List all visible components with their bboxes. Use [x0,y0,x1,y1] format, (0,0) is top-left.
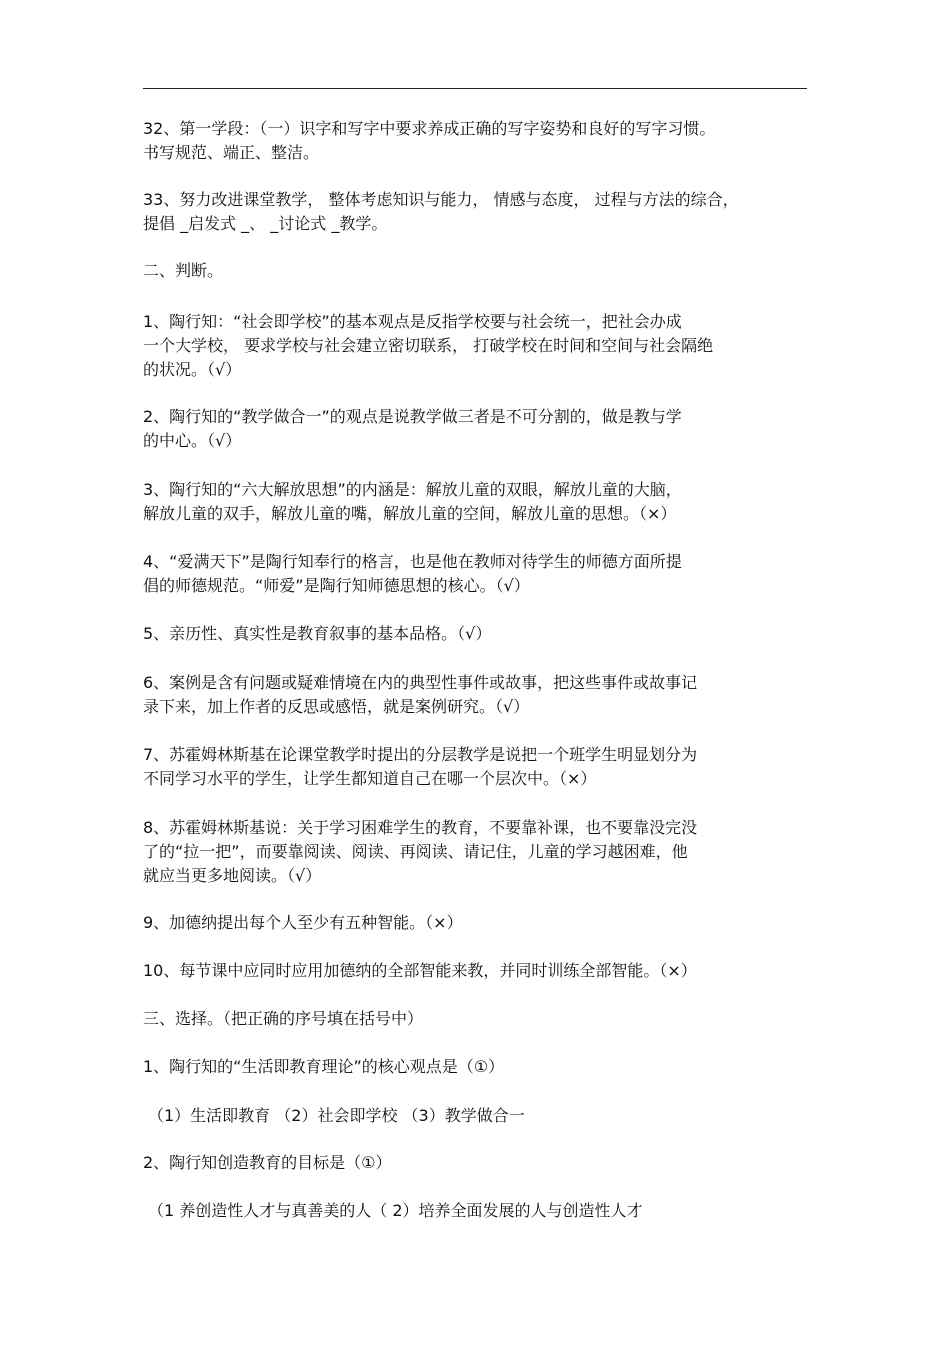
text-line: 6、案例是含有问题或疑难情境在内的典型性事件或故事，把这些事件或故事记 [143,673,698,692]
text-line: （1）生活即教育 （2）社会即学校 （3）教学做合一 [148,1106,525,1125]
text-line: 倡的师德规范。“师爱”是陶行知师德思想的核心。（√） [143,576,530,595]
text-line: 一个大学校， 要求学校与社会建立密切联系， 打破学校在时间和空间与社会隔绝 [143,336,714,355]
judgment-item-1 [143,310,823,382]
text-line: 了的“拉一把”，而要靠阅读、阅读、再阅读、请记住，儿童的学习越困难，他 [143,842,688,861]
judgment-item-5 [143,622,823,646]
text-line: 8、苏霍姆林斯基说：关于学习困难学生的教育，不要靠补课，也不要靠没完没 [143,818,698,837]
text-line: 录下来，加上作者的反思或感悟，就是案例研究。（√） [143,697,530,716]
choice-item-1 [143,1055,823,1079]
section-heading-judgment [143,259,823,283]
text-line: 的中心。（√） [143,431,242,450]
text-line: 7、苏霍姆林斯基在论课堂教学时提出的分层教学是说把一个班学生明显划分为 [143,745,698,764]
choice-item-2 [143,1151,823,1175]
text-line: 解放儿童的双手，解放儿童的嘴，解放儿童的空间，解放儿童的思想。（×） [143,504,677,523]
item-32 [143,117,823,165]
text-line: 的状况。（√） [143,360,242,379]
text-line: 10、每节课中应同时应用加德纳的全部智能来教，并同时训练全部智能。（×） [143,961,697,980]
text-line: 2、陶行知的“教学做合一”的观点是说教学做三者是不可分割的，做是教与学 [143,407,682,426]
header-rule [143,88,807,89]
text-line: 2、陶行知创造教育的目标是（①） [143,1153,392,1172]
judgment-item-7 [143,743,823,791]
judgment-item-8 [143,816,823,888]
judgment-item-9 [143,911,823,935]
text-line: （1 养创造性人才与真善美的人（ 2）培养全面发展的人与创造性人才 [148,1201,643,1220]
judgment-item-2 [143,405,823,453]
text-line: 4、“爱满天下”是陶行知奉行的格言，也是他在教师对待学生的师德方面所提 [143,552,682,571]
text-line: 9、加德纳提出每个人至少有五种智能。（×） [143,913,463,932]
text-line: 就应当更多地阅读。（√） [143,866,322,885]
judgment-item-3 [143,478,823,526]
section-heading-choice [143,1007,823,1031]
section-title: 三、选择。（把正确的序号填在括号中） [143,1009,424,1028]
judgment-item-6 [143,671,823,719]
judgment-item-10 [143,959,823,983]
text-line: 提倡 _启发式 _、 _讨论式 _教学。 [143,214,388,233]
text-line: 1、陶行知的“生活即教育理论”的核心观点是（①） [143,1057,505,1076]
choice-item-1-options [148,1104,828,1128]
text-line: 5、亲历性、真实性是教育叙事的基本品格。（√） [143,624,492,643]
text-line: 书写规范、端正、整洁。 [143,143,320,162]
text-line: 32、第一学段：（一）识字和写字中要求养成正确的写字姿势和良好的写字习惯。 [143,119,716,138]
item-33 [143,188,823,236]
judgment-item-4 [143,550,823,598]
text-line: 1、陶行知：“社会即学校”的基本观点是反指学校要与社会统一，把社会办成 [143,312,682,331]
text-line: 不同学习水平的学生，让学生都知道自己在哪一个层次中。（×） [143,769,597,788]
text-line: 3、陶行知的“六大解放思想”的内涵是：解放儿童的双眼，解放儿童的大脑， [143,480,682,499]
section-title: 二、判断。 [143,261,224,280]
choice-item-2-options [148,1199,828,1223]
text-line: 33、努力改进课堂教学， 整体考虑知识与能力， 情感与态度， 过程与方法的综合， [143,190,739,209]
